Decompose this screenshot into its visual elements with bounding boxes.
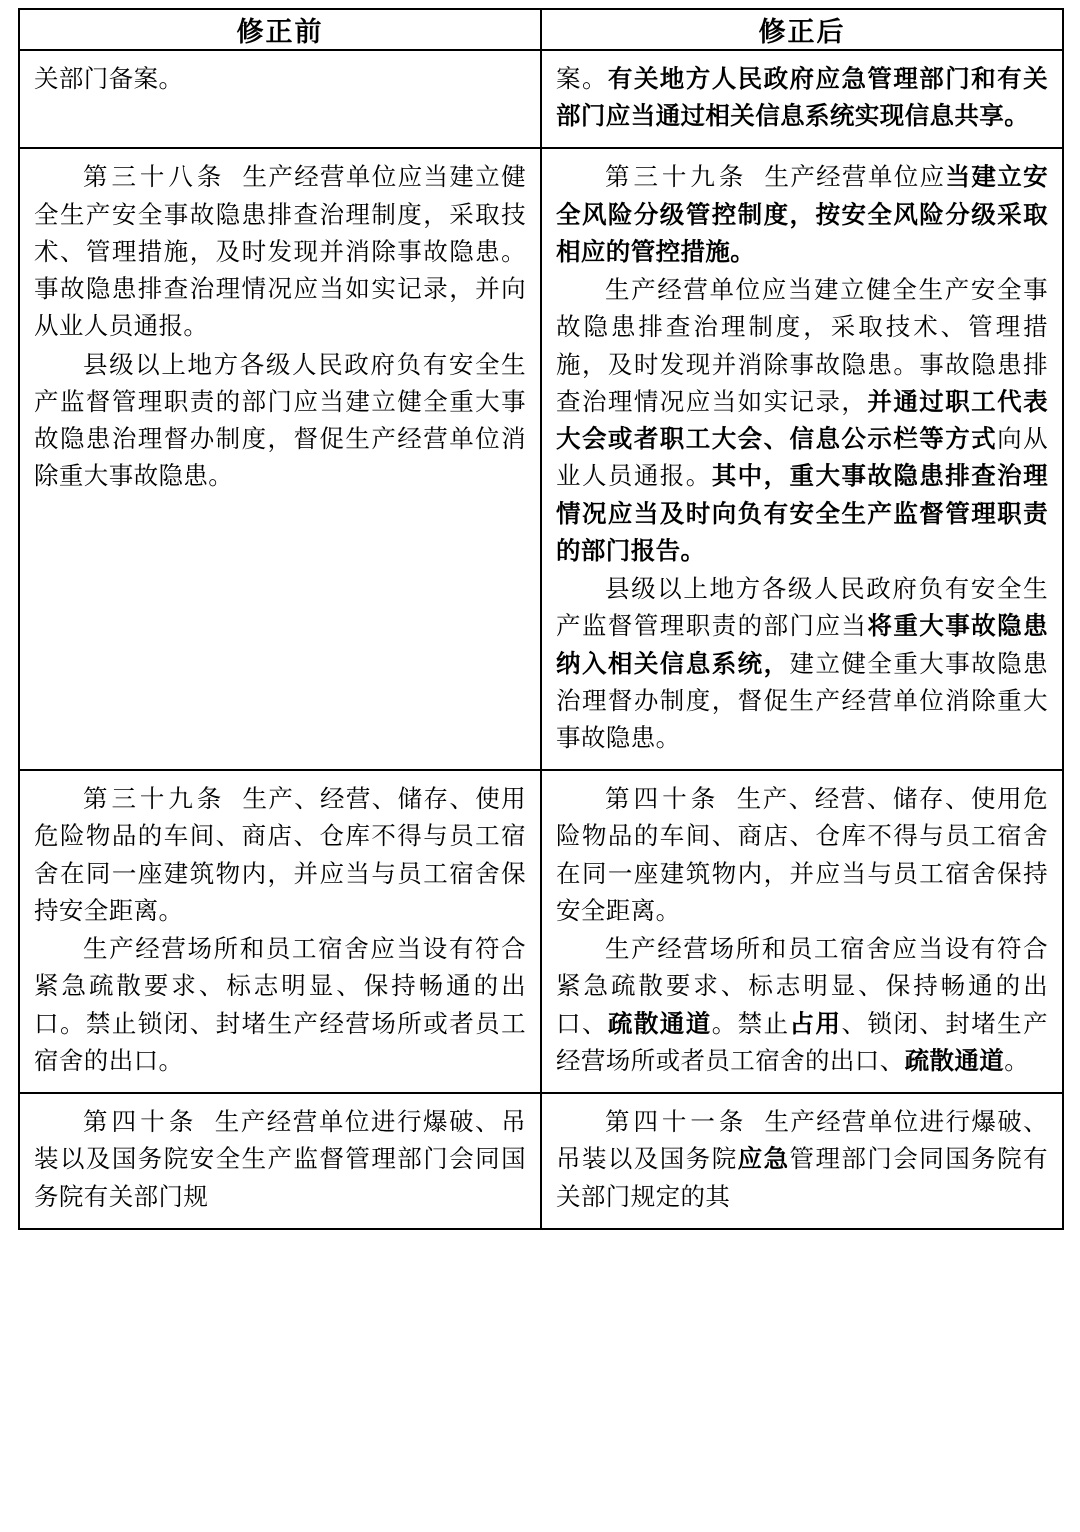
body-text: 管理部门会同国务院有关部门规定的其 [556,1146,1048,1211]
body-text: 生产、经营、储存、使用危险物品的车间、商店、仓库不得与员工宿舍在同一座建筑物内，并应当与员工宿舍保持安全距离。 [34,786,527,925]
cell-before [19,50,541,148]
paragraph [556,61,1048,135]
paragraph [556,571,1048,757]
cell-content [20,51,540,110]
cell-before [19,148,541,770]
body-text: 生产经营单位应当建立健全生产安全事故隐患排查治理制度，采取技术、管理措施，及时发现并消除事故隐患。事故隐患排查治理情况应当如实记录， [556,277,1048,416]
paragraph [34,347,526,496]
column-header-after: 修正后 [541,9,1063,50]
paragraph [556,931,1048,1080]
body-text: 案。 [556,66,608,93]
body-text: 县级以上地方各级人民政府负有安全生产监督管理职责的部门应当建立健全重大事故隐患治理督办制度，督促生产经营单位消除重大事故隐患。 [34,351,526,491]
paragraph [34,781,526,930]
body-text: 生产经营单位进行爆破、吊装以及国务院 [556,1109,1049,1174]
body-text: 生产、经营、储存、使用危险物品的车间、商店、仓库不得与员工宿舍在同一座建筑物内，并应当与员工宿舍保持安全距离。 [556,786,1048,925]
cell-content [542,51,1062,147]
body-text: 生产经营单位进行爆破、吊装以及国务院安全生产监督管理部门会同国务院有关部门规 [34,1109,526,1211]
amended-text: 当建立安全风险分级管控制度，按安全风险分级采取相应的管控措施。 [556,164,1048,266]
cell-content [542,1094,1062,1228]
cell-after [541,770,1063,1093]
cell-content [20,149,540,507]
paragraph [556,159,1048,271]
cell-after [541,1093,1063,1229]
article-number: 第三十九条 [83,786,226,814]
paragraph [556,1104,1048,1216]
body-text: 生产经营场所和员工宿舍应当设有符合紧急疏散要求、标志明显、保持畅通的出口。禁止锁闭、封堵生产经营场所或者员工宿舍的出口。 [34,936,526,1075]
cell-content [20,1094,540,1228]
cell-after [541,50,1063,148]
body-text: 建立健全重大事故隐患治理督办制度，督促生产经营单位消除重大事故隐患。 [556,650,1048,752]
article-number: 第三十八条 [83,164,226,192]
body-text: 。 [1004,1047,1030,1075]
amended-text: 将重大事故隐患纳入相关信息系统， [556,613,1048,678]
cell-after [541,148,1063,770]
amended-text: 疏散通道 [607,1010,712,1038]
body-text: 关部门备案。 [34,66,184,93]
cell-before [19,1093,541,1229]
table-row [19,148,1063,770]
amended-text: 疏散通道 [904,1047,1005,1075]
cell-content [20,771,540,1092]
amendment-comparison-table [18,8,1064,1230]
amended-text: 有关地方人民政府应急管理部门和有关部门应当通过相关信息系统实现信息共享。 [556,66,1048,131]
cell-content [542,149,1062,769]
column-header-before: 修正前 [19,9,541,50]
table-row [19,770,1063,1093]
article-number: 第三十九条 [605,164,748,192]
amended-text: 占用 [789,1010,842,1038]
paragraph [556,781,1048,930]
body-text: 生产经营场所和员工宿舍应当设有符合紧急疏散要求、标志明显、保持畅通的出口、 [556,936,1048,1038]
table-header-row [19,9,1063,50]
body-text: 生产经营单位应当建立健全生产安全事故隐患排查治理制度，采取技术、管理措施，及时发现并消除事故隐患。事故隐患排查治理情况应当如实记录，并向从业人员通报。 [34,164,527,341]
article-number: 第四十一条 [605,1109,748,1137]
amended-text: 其中，重大事故隐患排查治理情况应当及时向负有安全生产监督管理职责的部门报告。 [556,463,1048,565]
paragraph [556,272,1048,570]
table-body [19,50,1063,1229]
cell-content [542,771,1062,1092]
amended-text: 应急 [737,1146,790,1174]
amended-text: 并通过职工代表大会或者职工大会、信息公示栏等方式 [556,388,1048,454]
body-text: 。禁止 [711,1010,790,1038]
table-row [19,1093,1063,1229]
paragraph [34,931,526,1080]
body-text: 向从业人员通报。 [556,426,1048,491]
table-row [19,50,1063,148]
paragraph [34,1104,526,1216]
article-number: 第四十条 [83,1109,198,1137]
body-text: 、锁闭、封堵生产经营场所或者员工宿舍的出口、 [556,1010,1048,1075]
paragraph [34,61,526,98]
body-text: 县级以上地方各级人民政府负有安全生产监督管理职责的部门应当 [556,576,1048,641]
cell-before [19,770,541,1093]
paragraph [34,159,526,345]
article-number: 第四十条 [605,786,720,814]
body-text: 生产经营单位应 [764,164,946,192]
